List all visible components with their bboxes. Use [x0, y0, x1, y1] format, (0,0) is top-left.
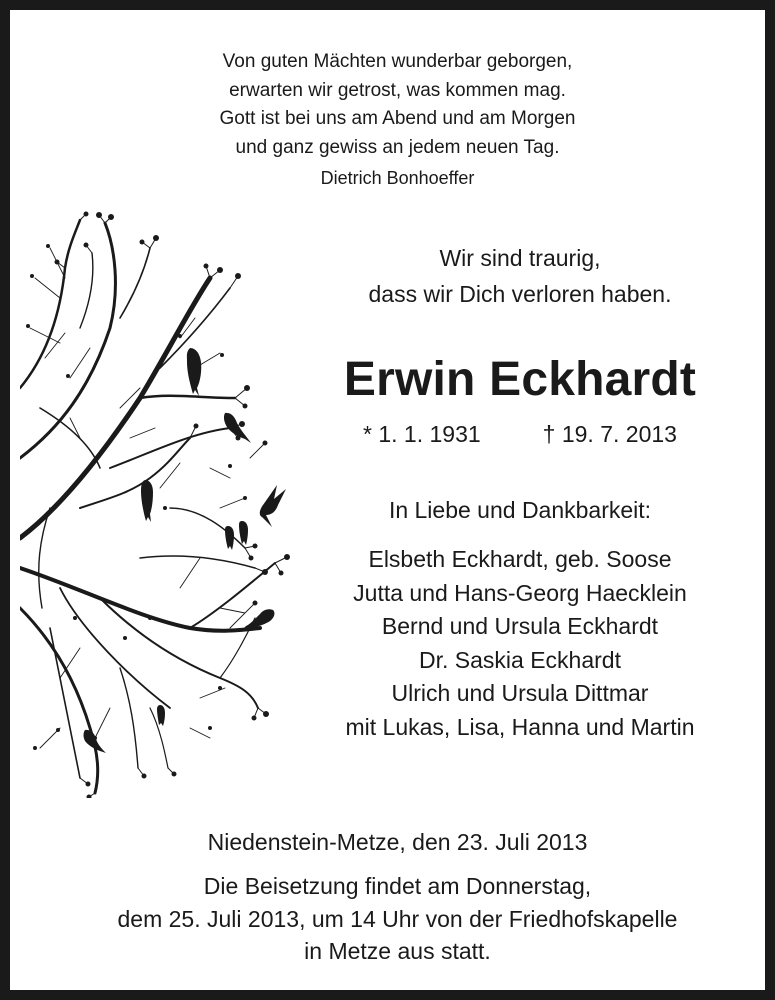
- quote-line: und ganz gewiss an jedem neuen Tag.: [235, 136, 560, 158]
- death-date: † 19. 7. 2013: [542, 421, 677, 447]
- place-and-date: Niedenstein-Metze, den 23. Juli 2013: [207, 829, 588, 855]
- burial-line: Die Beisetzung findet am Donnerstag,: [203, 873, 592, 899]
- quote-line: erwarten wir getrost, was kommen mag.: [229, 79, 566, 101]
- mourner-name: mit Lukas, Lisa, Hanna und Martin: [345, 713, 695, 740]
- mourners-list: [280, 543, 760, 744]
- mourner-name: Elsbeth Eckhardt, geb. Soose: [368, 546, 672, 572]
- condolence-text: [280, 240, 760, 312]
- mourner-name: Ulrich und Ursula Dittmar: [391, 680, 649, 706]
- mourner-name: Jutta und Hans-Georg Haecklein: [353, 579, 687, 606]
- quote-author: Dietrich Bonhoeffer: [320, 168, 475, 188]
- quote-line: Von guten Mächten wunderbar geborgen,: [222, 51, 573, 72]
- burial-announcement: [10, 870, 775, 968]
- quote-line: Gott ist bei uns am Abend und am Morgen: [219, 108, 576, 129]
- tree-with-birds-icon: [20, 208, 320, 798]
- mourners-heading: In Liebe und Dankbarkeit:: [388, 497, 652, 523]
- life-dates: [280, 416, 760, 452]
- burial-line: dem 25. Juli 2013, um 14 Uhr von der Friedhofskapelle: [117, 905, 678, 932]
- mourner-name: Bernd und Ursula Eckhardt: [381, 613, 659, 639]
- condolence-line: dass wir Dich verloren haben.: [368, 281, 672, 307]
- mourner-name: Dr. Saskia Eckhardt: [419, 646, 621, 673]
- birth-date: * 1. 1. 1931: [363, 421, 481, 447]
- condolence-line: Wir sind traurig,: [439, 245, 601, 271]
- bonhoeffer-quote: [10, 48, 775, 162]
- burial-line: in Metze aus statt.: [304, 938, 491, 964]
- deceased-name: Erwin Eckhardt: [343, 353, 697, 406]
